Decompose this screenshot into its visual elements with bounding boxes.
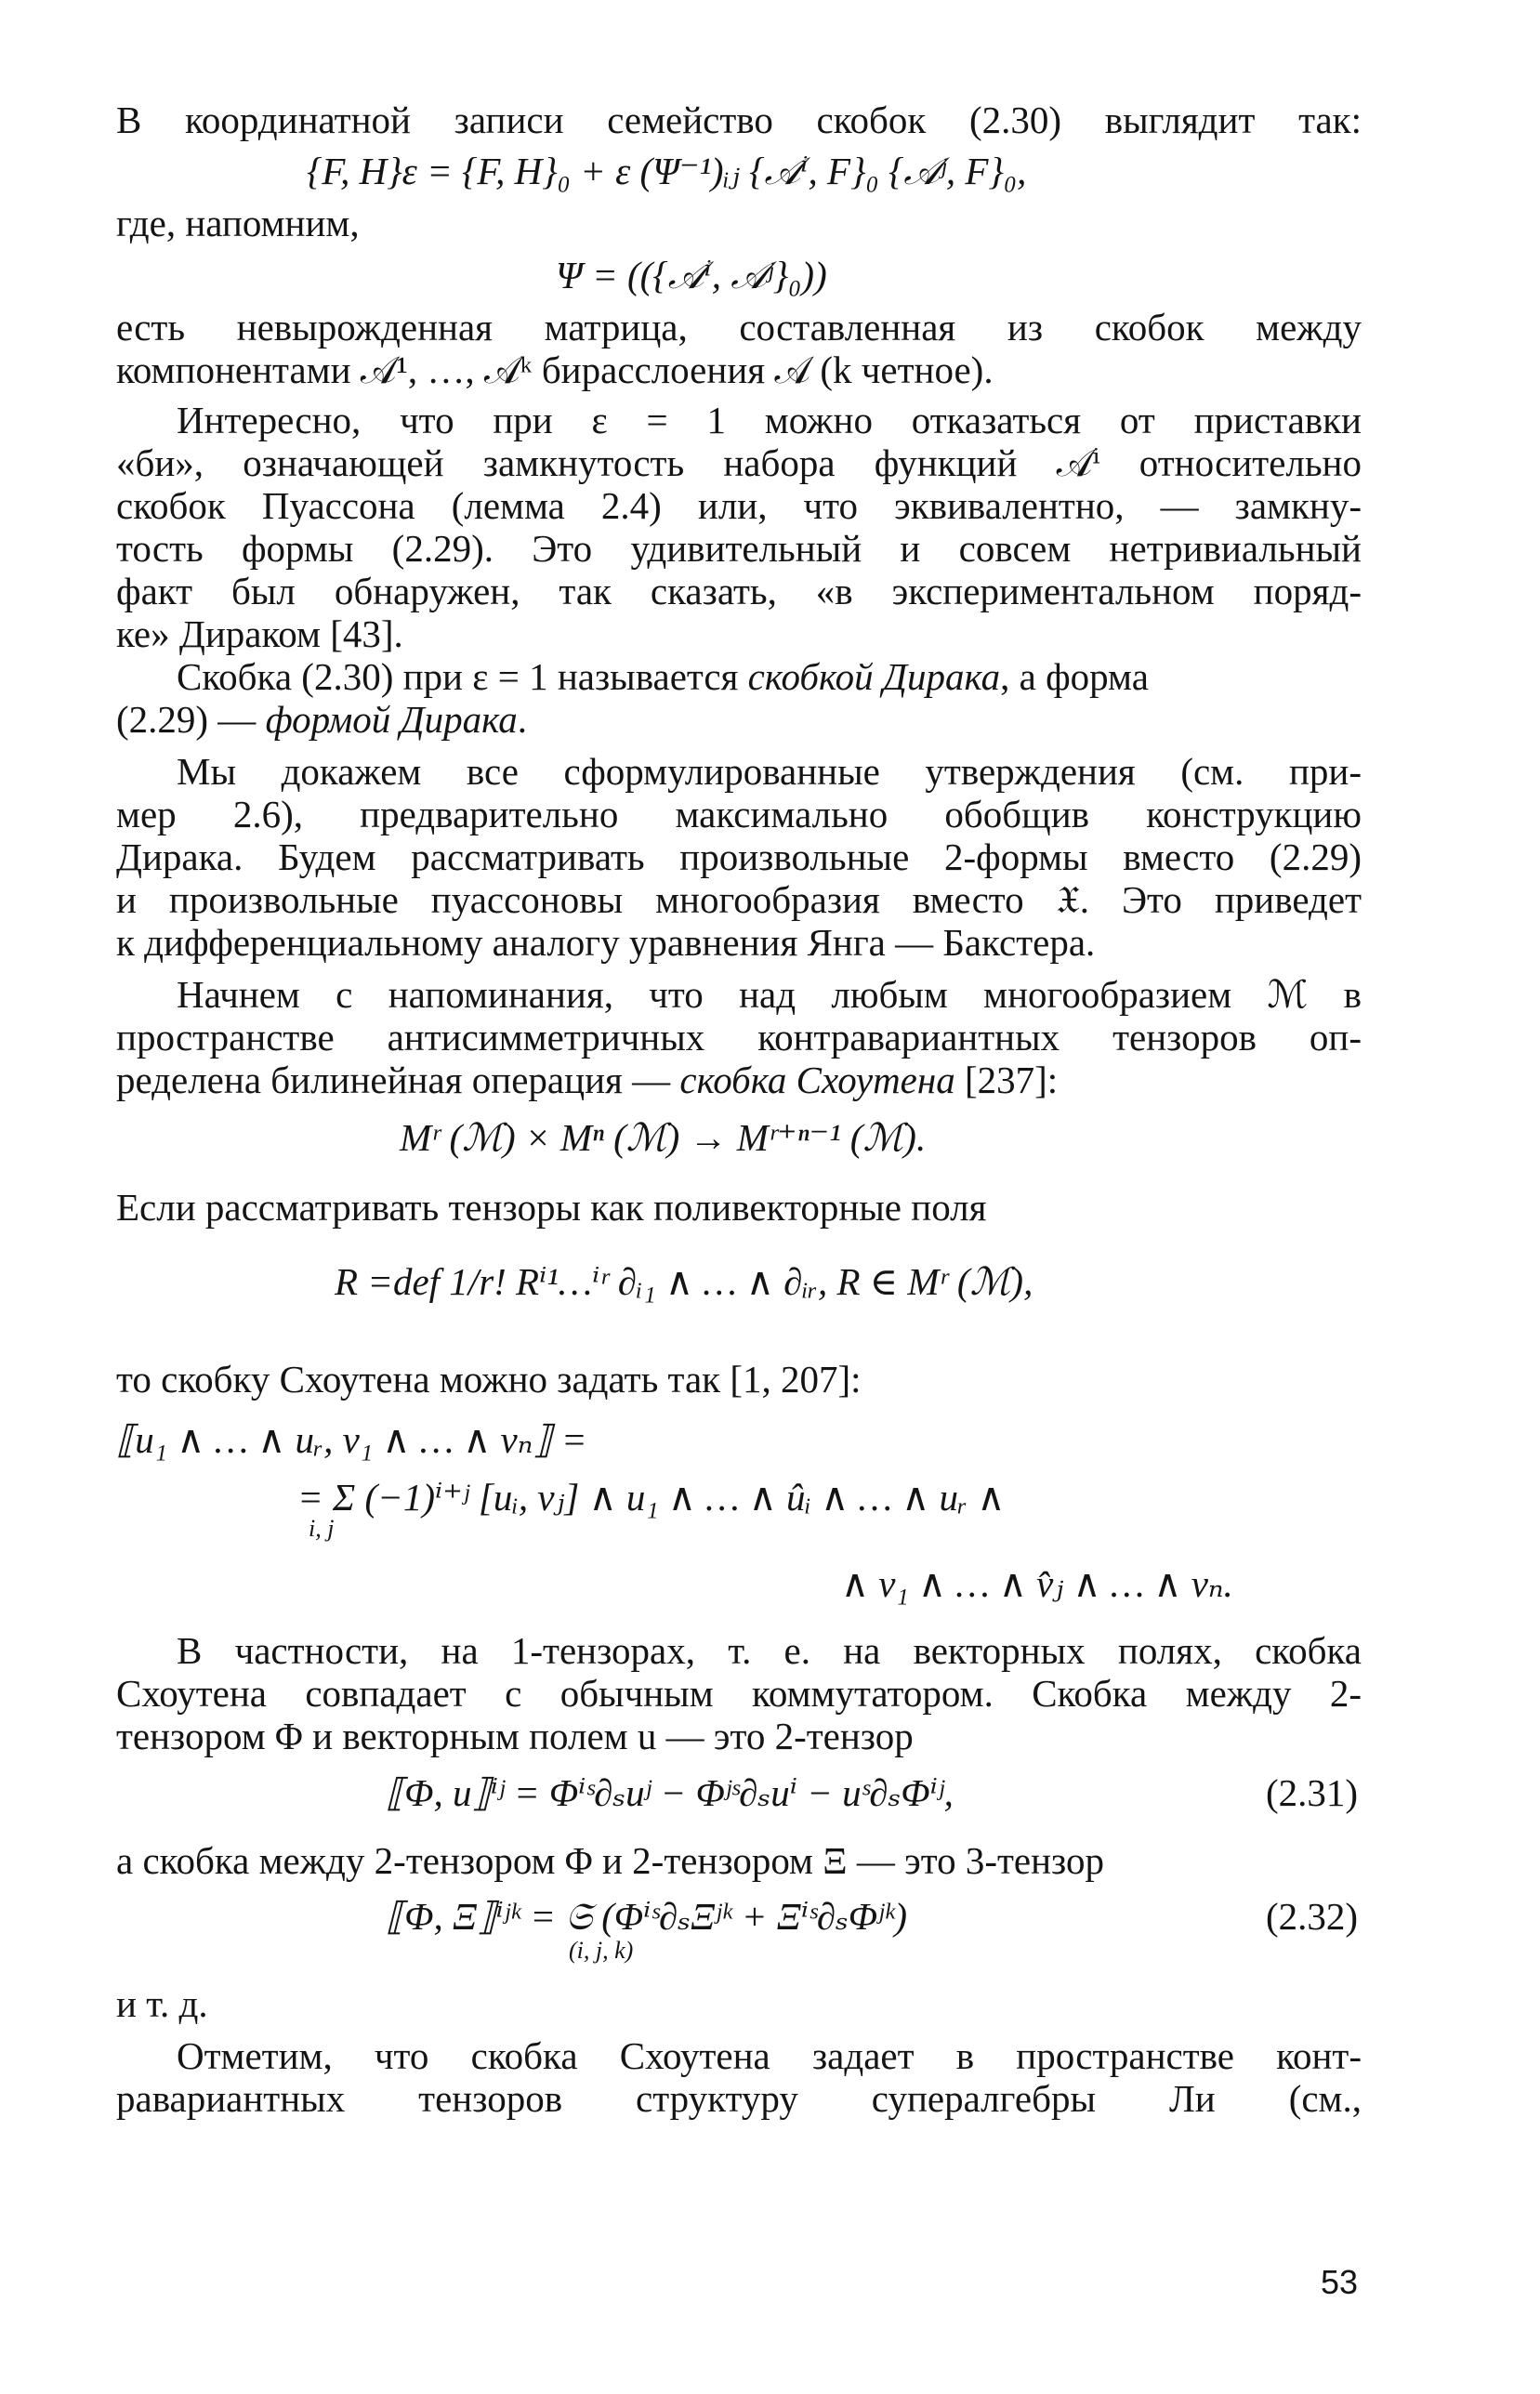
- formula-sum-index: i, j: [309, 1515, 335, 1542]
- text-line: Схоутена совпадает с обычным коммутатором. Скобка между 2-: [116, 1672, 1362, 1715]
- text-line: [116, 1058, 1362, 1102]
- text-line: Отметим, что скобка Схоутена задает в пространстве конт-: [177, 2034, 1362, 2077]
- text-span: (2.29) —: [116, 698, 266, 741]
- text-line: ке» Дираком [43].: [116, 612, 403, 655]
- formula-tensor-spaces: Mʳ (ℳ) × Mⁿ (ℳ) → Mʳ⁺ⁿ⁻¹ (ℳ).: [400, 1116, 927, 1159]
- equation-number: (2.32): [1265, 1895, 1358, 1938]
- text-line: то скобку Схоутена можно задать так [1, 207]:: [116, 1358, 862, 1401]
- text-line: мер 2.6), предварительно максимально обобщив конструкцию: [116, 793, 1362, 835]
- term-dirac-bracket: скобкой Дирака: [747, 655, 1001, 698]
- text-span: ределена билинейная операция —: [116, 1059, 680, 1101]
- text-line: компонентами 𝒜¹, …, 𝒜ᵏ бирасслоения 𝒜 (k четное).: [116, 349, 994, 391]
- text-line: В координатной записи семейство скобок (2.30) выглядит так:: [116, 99, 1362, 141]
- text-span: Скобка (2.30) при ε = 1 называется: [177, 655, 748, 698]
- text-line: Начнем с напоминания, что над любым многообразием ℳ в: [177, 973, 1362, 1016]
- formula-schouten-tail: ∧ v₁ ∧ … ∧ v̂ⱼ ∧ … ∧ vₙ.: [841, 1562, 1233, 1605]
- formula-2-31: ⟦Φ, u⟧ⁱʲ = Φⁱˢ∂ₛuʲ − Φʲˢ∂ₛuⁱ − uˢ∂ₛΦⁱʲ,: [386, 1771, 954, 1814]
- formula-dirac-bracket: {F, H}ε = {F, H}₀ + ε (Ψ⁻¹)ᵢⱼ {𝒜ⁱ, F}₀ {𝒜ʲ, F}₀,: [307, 150, 1027, 192]
- text-line: к дифференциальному аналогу уравнения Янга — Бакстера.: [116, 921, 1096, 964]
- text-line: и т. д.: [116, 1982, 208, 2025]
- text-line: Интересно, что при ε = 1 можно отказаться от приставки: [177, 399, 1362, 441]
- text-span: .: [517, 698, 527, 741]
- text-line: факт был обнаружен, так сказать, «в экспериментальном поряд-: [116, 570, 1362, 612]
- formula-cyclic-index: (i, j, k): [569, 1937, 634, 1964]
- equation-number: (2.31): [1265, 1771, 1358, 1814]
- text-line: где, напомним,: [116, 202, 360, 244]
- text-line: пространстве антисимметричных контравариантных тензоров оп-: [116, 1016, 1362, 1059]
- text-line: Если рассматривать тензоры как поливекторные поля: [116, 1186, 987, 1229]
- text-line: тензором Φ и векторным полем u — это 2-тензор: [116, 1715, 914, 1757]
- page-number: 53: [1320, 2263, 1358, 2301]
- text-line: есть невырожденная матрица, составленная из скобок между: [116, 306, 1362, 349]
- text-line: Дирака. Будем рассматривать произвольные 2-формы вместо (2.29): [116, 835, 1362, 878]
- text-line: [177, 654, 1362, 699]
- formula-schouten-rhs: = Σ (−1)ⁱ⁺ʲ [uᵢ, vⱼ] ∧ u₁ ∧ … ∧ ûᵢ ∧ … ∧ uᵣ ∧: [297, 1476, 1006, 1519]
- text-line: и произвольные пуассоновы многообразия вместо 𝔛. Это приведет: [116, 878, 1362, 921]
- formula-schouten-lhs: ⟦u₁ ∧ … ∧ uᵣ, v₁ ∧ … ∧ vₙ⟧ =: [116, 1418, 587, 1461]
- text-line: Мы докажем все сформулированные утверждения (см. при-: [177, 750, 1362, 793]
- text-line: тость формы (2.29). Это удивительный и совсем нетривиальный: [116, 527, 1362, 570]
- text-span: [237]:: [954, 1059, 1059, 1101]
- text-line: а скобка между 2-тензором Φ и 2-тензором Ξ — это 3-тензор: [116, 1839, 1104, 1882]
- term-schouten-bracket: скобка Схоутена: [679, 1059, 955, 1101]
- text-line: В частности, на 1-тензорах, т. е. на векторных полях, скобка: [177, 1629, 1362, 1672]
- formula-polyvector: R =def 1/r! Rⁱ¹…ⁱʳ ∂ᵢ₁ ∧ … ∧ ∂ᵢᵣ, R ∈ Mʳ (ℳ),: [335, 1260, 1033, 1303]
- text-line: [116, 697, 1362, 742]
- text-line: равариантных тензоров структуру супералгебры Ли (см.,: [116, 2077, 1362, 2120]
- term-dirac-form: формой Дирака: [265, 698, 518, 741]
- text-span: , а форма: [1000, 655, 1149, 698]
- formula-psi-matrix: Ψ = (({𝒜ⁱ, 𝒜ʲ}₀)): [556, 254, 827, 296]
- text-line: «би», означающей замкнутость набора функций 𝒜ⁱ относительно: [116, 441, 1362, 484]
- text-line: скобок Пуассона (лемма 2.4) или, что эквивалентно, — замкну-: [116, 484, 1362, 527]
- formula-2-32: ⟦Φ, Ξ⟧ⁱʲᵏ = 𝔖 (Φⁱˢ∂ₛΞʲᵏ + Ξⁱˢ∂ₛΦʲᵏ): [386, 1895, 908, 1938]
